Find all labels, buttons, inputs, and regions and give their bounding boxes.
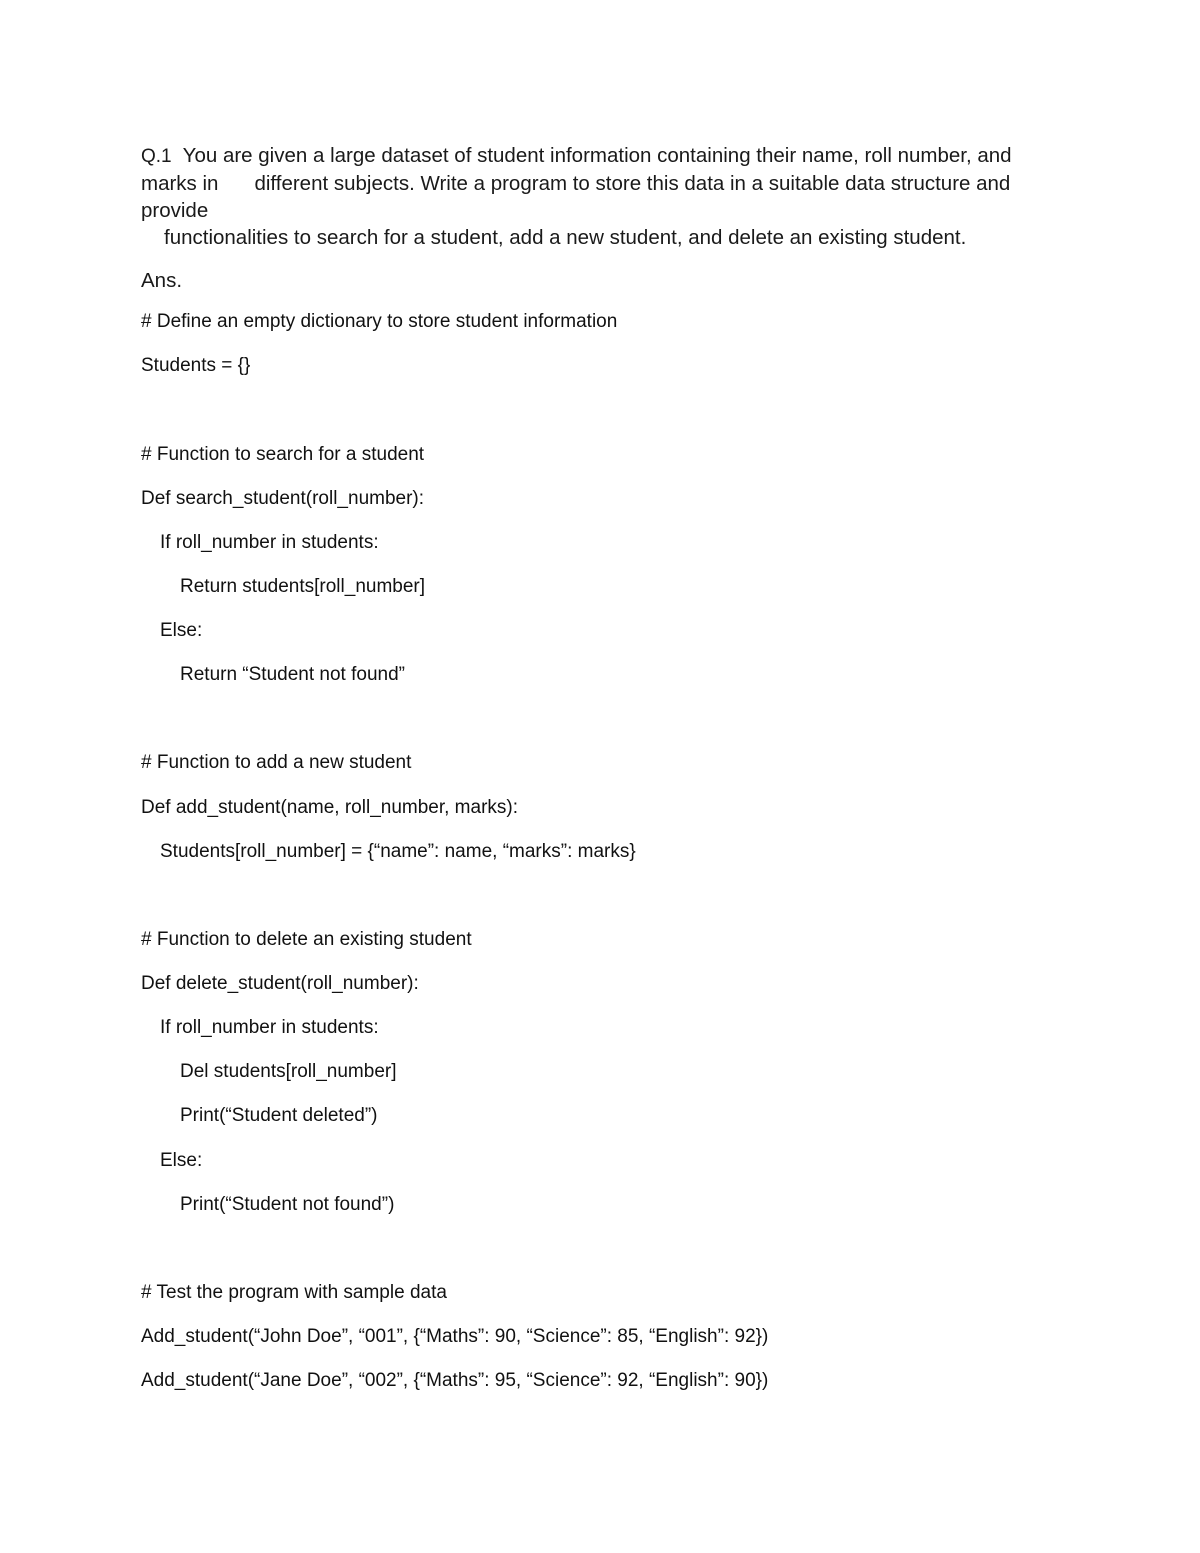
code-comment-search: # Function to search for a student bbox=[141, 444, 425, 465]
code-line-return-student: Return students[roll_number] bbox=[180, 576, 426, 597]
code-line-if-delete: If roll_number in students: bbox=[160, 1017, 379, 1038]
code-line-students: Students = {} bbox=[141, 355, 251, 376]
question-line-3 bbox=[141, 197, 208, 224]
question-number: Q.1 bbox=[141, 146, 172, 167]
code-line-return-not-found: Return “Student not found” bbox=[180, 664, 405, 685]
answer-label: Ans. bbox=[141, 269, 183, 292]
code-line-print-deleted: Print(“Student deleted”) bbox=[180, 1105, 378, 1126]
code-line-def-search: Def search_student(roll_number): bbox=[141, 488, 425, 509]
code-comment-test: # Test the program with sample data bbox=[141, 1282, 447, 1303]
question-line-1 bbox=[141, 142, 1012, 170]
code-line-def-delete: Def delete_student(roll_number): bbox=[141, 973, 419, 994]
question-text-4: functionalities to search for a student, add a new student, and delete an existing student. bbox=[164, 226, 967, 249]
code-comment-define: # Define an empty dictionary to store student information bbox=[141, 311, 618, 332]
code-comment-add: # Function to add a new student bbox=[141, 752, 412, 773]
code-line-else-delete: Else: bbox=[160, 1150, 203, 1171]
code-comment-delete: # Function to delete an existing student bbox=[141, 929, 472, 950]
code-line-else-search: Else: bbox=[160, 620, 203, 641]
code-line-def-add: Def add_student(name, roll_number, marks): bbox=[141, 797, 519, 818]
question-line-2 bbox=[141, 170, 1010, 197]
code-line-assign: Students[roll_number] = {“name”: name, “marks”: marks} bbox=[160, 841, 636, 862]
question-line-4 bbox=[164, 224, 966, 251]
question-text-2b: different subjects. Write a program to store this data in a suitable data structure and bbox=[254, 172, 1011, 195]
code-line-print-not-found: Print(“Student not found”) bbox=[180, 1194, 395, 1215]
code-line-add-john: Add_student(“John Doe”, “001”, {“Maths”: 90, “Science”: 85, “English”: 92}) bbox=[141, 1326, 769, 1347]
question-text-1: You are given a large dataset of student information containing their name, roll number, and bbox=[182, 144, 1012, 167]
code-line-del: Del students[roll_number] bbox=[180, 1061, 397, 1082]
question-text-3: provide bbox=[141, 199, 209, 222]
code-line-add-jane: Add_student(“Jane Doe”, “002”, {“Maths”: 95, “Science”: 92, “English”: 90}) bbox=[141, 1370, 769, 1391]
code-line-if-search: If roll_number in students: bbox=[160, 532, 379, 553]
question-text-2a: marks in bbox=[141, 172, 219, 195]
